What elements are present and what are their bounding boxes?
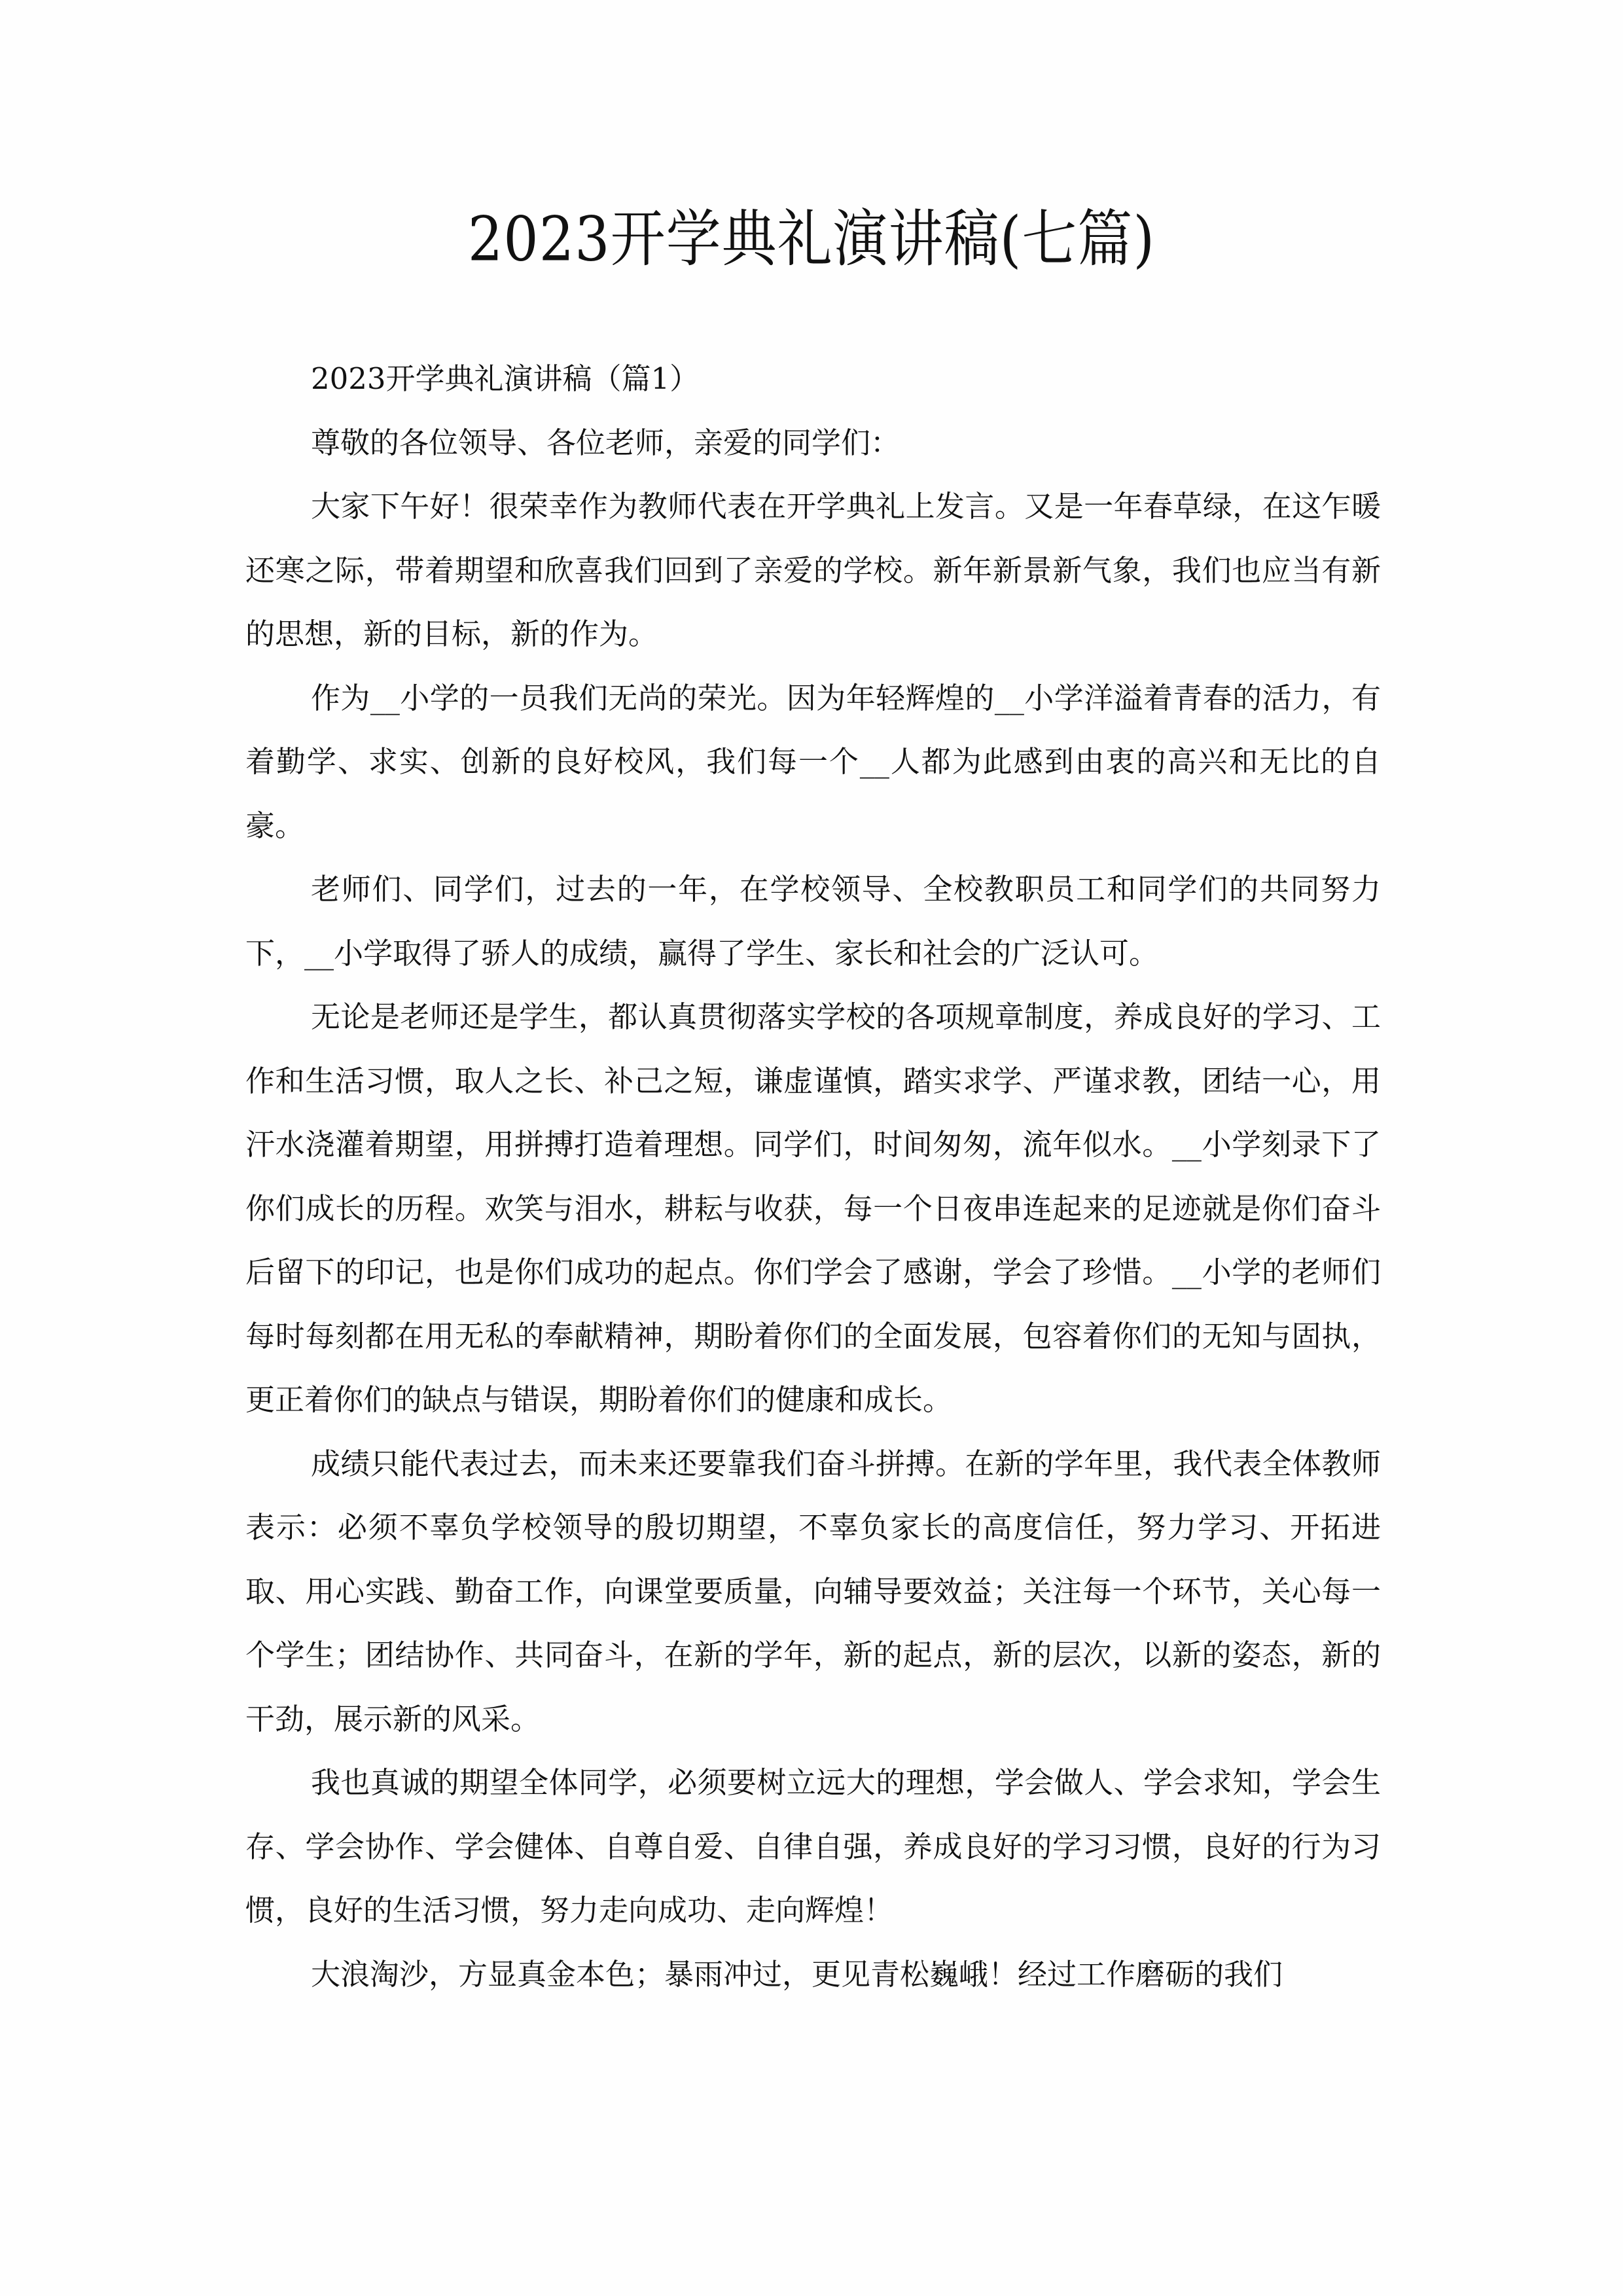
paragraph: 作为__小学的一员我们无尚的荣光。因为年轻辉煌的__小学洋溢着青春的活力，有着勤学、求实、创新的良好校风，我们每一个__人都为此感到由衷的高兴和无比的自豪。 — [245, 680, 1381, 843]
paragraph: 成绩只能代表过去，而未来还要靠我们奋斗拼搏。在新的学年里，我代表全体教师表示：必须不辜负学校领导的殷切期望，不辜负家长的高度信任，努力学习、开拓进取、用心实践、勤奋工作，向课堂要质量，向辅导要效益；关注每一个环节，关心每一个学生；团结协作、共同奋斗，在新的学年，新的起点，新的层次，以新的姿态，新的干劲，展示新的风采。 — [245, 1446, 1381, 1736]
paragraph: 我也真诚的期望全体同学，必须要树立远大的理想，学会做人、学会求知，学会生存、学会协作、学会健体、自尊自爱、自律自强，养成良好的学习习惯，良好的行为习惯，良好的生活习惯，努力走向成功、走向辉煌！ — [245, 1765, 1381, 1928]
paragraph-salutation: 尊敬的各位领导、各位老师，亲爱的同学们： — [311, 425, 901, 460]
paragraph: 无论是老师还是学生，都认真贯彻落实学校的各项规章制度，养成良好的学习、工作和生活习惯，取人之长、补己之短，谦虚谨慎，踏实求学、严谨求教，团结一心，用汗水浇灌着期望，用拼搏打造着理想。同学们，时间匆匆，流年似水。__小学刻录下了你们成长的历程。欢笑与泪水，耕耘与收获，每一个日夜串连起来的足迹就是你们奋斗后留下的印记，也是你们成功的起点。你们学会了感谢，学会了珍惜。__小学的老师们每时每刻都在用无私的奉献精神，期盼着你们的全面发展，包容着你们的无知与固执，更正着你们的缺点与错误，期盼着你们的健康和成长。 — [245, 999, 1381, 1417]
document-title: 2023开学典礼演讲稿(七篇) — [467, 203, 1156, 275]
paragraph: 大家下午好！很荣幸作为教师代表在开学典礼上发言。又是一年春草绿，在这乍暖还寒之际，带着期望和欣喜我们回到了亲爱的学校。新年新景新气象，我们也应当有新的思想，新的目标，新的作为。 — [245, 489, 1381, 651]
section-heading: 2023开学典礼演讲稿（篇1） — [311, 361, 700, 396]
paragraph: 老师们、同学们，过去的一年，在学校领导、全校教职员工和同学们的共同努力下，__小学取得了骄人的成绩，赢得了学生、家长和社会的广泛认可。 — [245, 872, 1381, 971]
document-body — [245, 347, 1381, 2006]
paragraph: 大浪淘沙，方显真金本色；暴雨冲过，更见青松巍峨！经过工作磨砺的我们 — [311, 1956, 1283, 1992]
